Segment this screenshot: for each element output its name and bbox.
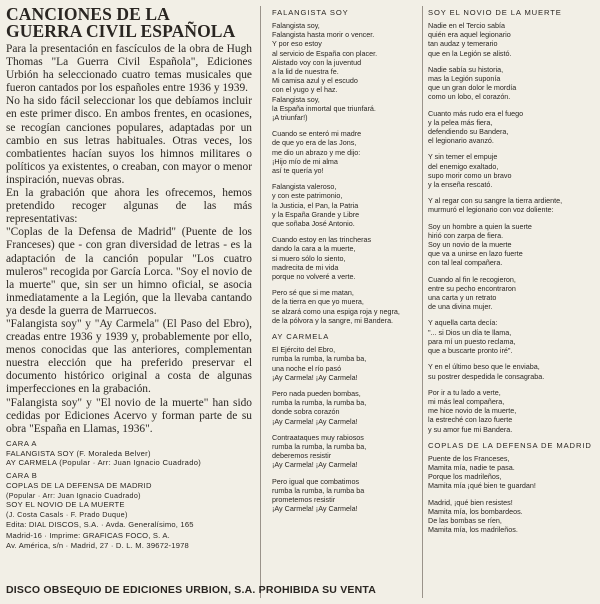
- lyric-verse: [428, 196, 596, 214]
- lyric-verse: [272, 433, 420, 470]
- lyric-line: a la lid de nuestra fe.: [272, 67, 339, 77]
- lyric-line: rumba la rumba, la rumba ba,: [272, 441, 367, 451]
- lyric-line: mi más leal compañera,: [428, 396, 505, 406]
- credit-line: Av. América, s/n · Madrid, 27 · D. L. M. 39672-1978: [6, 540, 189, 550]
- lyric-line: que a buscarte pronto iré".: [428, 346, 513, 356]
- publisher-credits: [6, 520, 252, 551]
- lyric-line: ¡A triunfar!): [272, 113, 308, 123]
- lyric-line: y la pelea más fiera,: [428, 117, 493, 127]
- lyric-line: me dio un abrazo y me dijo:: [272, 147, 361, 157]
- lyric-line: Puente de los Franceses,: [428, 453, 510, 463]
- lyric-line: y la enseña rescató.: [428, 180, 493, 190]
- lyric-line: Y en el último beso que le enviaba,: [428, 362, 540, 372]
- title-line: GUERRA CIVIL ESPAÑOLA: [6, 21, 236, 41]
- lyric-line: prometemos resistir: [272, 494, 336, 504]
- lyric-verse: [428, 362, 596, 380]
- page-title: [6, 6, 252, 40]
- column-divider-right: [422, 6, 423, 598]
- track-item: COPLAS DE LA DEFENSA DE MADRID: [6, 481, 152, 490]
- lyric-line: Nadie sabía su historia,: [428, 64, 504, 74]
- lyric-verse: [428, 454, 596, 491]
- lyric-line: Madrid, ¡qué bien resistes!: [428, 497, 513, 507]
- lyric-line: supo morir como un bravo: [428, 170, 512, 180]
- lyric-verse: [428, 318, 596, 355]
- lyric-line: para mí un puesto reclama,: [428, 336, 516, 346]
- lyric-line: y la España Grande y Libre: [272, 209, 360, 219]
- lyric-line: de una divina mujer.: [428, 302, 493, 312]
- lyric-line: Contraataques muy rabiosos: [272, 432, 364, 442]
- lyric-verse: [428, 152, 596, 189]
- lyric-line: Falangista hasta morir o vencer.: [272, 30, 375, 40]
- lyrics-column-right: [428, 0, 596, 541]
- lyric-line: que soñaba José Antonio.: [272, 219, 355, 229]
- lyric-verse: [428, 65, 596, 102]
- lyric-line: Mamita mía, los madrileños.: [428, 525, 518, 535]
- lyric-line: mas la Legión suponía: [428, 74, 501, 84]
- intro-text: [6, 43, 252, 436]
- lyric-line: una carta y un retrato: [428, 293, 497, 303]
- lyric-line: "... si Dios un día te llama,: [428, 327, 512, 337]
- lyric-line: la España inmortal que triunfará.: [272, 103, 376, 113]
- lyric-line: rumba la rumba, la rumba ba,: [272, 354, 367, 364]
- lyric-line: que un gran dolor le mordía: [428, 83, 517, 93]
- lyric-line: Pero nada pueden bombas,: [272, 388, 361, 398]
- lyric-line: una noche el río pasó: [272, 363, 342, 373]
- lyric-line: que va a unirse en lazo fuerte: [428, 249, 523, 259]
- lyric-line: tan audaz y temerario: [428, 39, 498, 49]
- intro-column: [6, 0, 252, 551]
- lyric-line: el legionario avanzó.: [428, 136, 494, 146]
- lyric-line: defendiendo su Bandera,: [428, 127, 509, 137]
- lyric-line: del enemigo exaltado,: [428, 161, 499, 171]
- intro-paragraph: "Falangista soy" y "Ay Carmela" (El Paso del Ebro), creadas entre 1936 y 1939 y, probablemente por ello, menos conocidas que las anteriores, complementan nuestra elección que ha preferido preservar el documento histórico original a costa de algunas imperfecciones en la grabación.: [6, 317, 252, 396]
- lyric-line: Pero igual que combatimos: [272, 476, 360, 486]
- intro-paragraph: "Falangista soy" y "El novio de la muerte" han sido cedidas por Ediciones Acervo y forman parte de su obra "España en Llamas, 1936".: [6, 396, 252, 435]
- lyric-line: me hice novio de la muerte,: [428, 406, 517, 416]
- lyric-line: al servicio de España con placer.: [272, 48, 378, 58]
- track-credit: (Popular · Arr: Juan Ignacio Cuadrado): [6, 490, 141, 500]
- lyric-line: Y por eso estoy: [272, 39, 322, 49]
- track-item: AY CARMELA (Popular · Arr: Juan Ignacio Cuadrado): [6, 458, 202, 468]
- lyric-line: rumba la rumba, la rumba ba: [272, 485, 365, 495]
- side-a-heading: CARA A: [6, 438, 38, 448]
- side-b-heading: CARA B: [6, 471, 38, 480]
- lyric-line: Falangista soy,: [272, 94, 320, 104]
- lyric-line: con tal leal compañera.: [428, 258, 503, 268]
- lyric-verse: [272, 288, 420, 325]
- lyric-line: Cuando al fin le recogieron,: [428, 274, 516, 284]
- lyric-line: Soy un hombre a quien la suerte: [428, 221, 532, 231]
- footer-notice: DISCO OBSEQUIO DE EDICIONES URBION, S.A. PROHIBIDA SU VENTA: [6, 584, 377, 596]
- lyric-line: su postrer despedida le consagraba.: [428, 371, 545, 381]
- lyric-line: Mamita mía ¡qué bien te guardan!: [428, 481, 536, 491]
- tracklist: [6, 439, 252, 520]
- song-title-soy-el-novio-de-la-muerte: SOY EL NOVIO DE LA MUERTE: [428, 8, 562, 17]
- intro-paragraph: No ha sido fácil seleccionar los que debíamos incluir en este primer disco. En ambos frentes, en ocasiones, se recogían canciones populares, adaptadas por un cambio en sus letras habituales. Otras veces, los combatientes hacían suyos los himnos militares o políticos ya existentes, o creaban, con mayor o menor inspiración, nuevas obras.: [6, 95, 252, 186]
- intro-paragraph: En la grabación que ahora les ofrecemos, hemos pretendido recoger algunas de las más representativas:: [6, 187, 252, 226]
- lyric-line: ¡Ay Carmela! ¡Ay Carmela!: [272, 416, 358, 426]
- lyric-line: con el yugo y el haz.: [272, 85, 338, 95]
- track-item: FALANGISTA SOY (F. Moraleda Belver): [6, 448, 151, 458]
- credit-line: Madrid-16 · Imprime: GRAFICAS FOCO, S. A.: [6, 530, 170, 540]
- lyric-verse: [272, 477, 420, 514]
- lyric-verse: [428, 222, 596, 268]
- lyric-line: De las bombas se ríen,: [428, 515, 502, 525]
- lyric-line: donde sobra corazón: [272, 407, 340, 417]
- lyric-line: ¡Ay Carmela! ¡Ay Carmela!: [272, 460, 358, 470]
- song-title-falangista-soy: FALANGISTA SOY: [272, 8, 349, 17]
- lyric-line: Nadie en el Tercio sabía: [428, 21, 505, 30]
- lyric-line: murmuró el legionario con voz doliente:: [428, 205, 554, 215]
- column-divider-left: [260, 6, 261, 598]
- lyric-line: El Ejército del Ebro,: [272, 345, 336, 355]
- lyric-line: ¡Ay Carmela! ¡Ay Carmela!: [272, 504, 358, 514]
- lyric-line: si muero sólo lo siento,: [272, 253, 346, 263]
- lyric-line: y con este patrimonio,: [272, 191, 343, 201]
- lyric-verse: [272, 345, 420, 382]
- lyric-line: así te quería yo!: [272, 166, 324, 176]
- lyric-line: madrecita de mi vida: [272, 262, 339, 272]
- lyric-line: de la tierra en que yo muera,: [272, 297, 364, 307]
- lyrics-column-middle: [272, 0, 420, 520]
- lyric-verse: [428, 388, 596, 434]
- lyric-line: porque no volveré a verte.: [272, 272, 356, 282]
- lyric-line: de que yo era de las Jons,: [272, 138, 357, 148]
- lyric-verse: [272, 182, 420, 228]
- lyric-verse: [428, 109, 596, 146]
- lyric-line: Mamita mía, los bombardeos.: [428, 506, 523, 516]
- lyric-line: Cuando se enteró mi madre: [272, 129, 362, 139]
- lyric-line: Y sin temer el empuje: [428, 152, 498, 162]
- track-credit: (J. Costa Casals · F. Prado Duque): [6, 509, 128, 519]
- lyric-line: ¡Hijo mío de mi alma: [272, 156, 338, 166]
- song-title-coplas-de-la-defensa-de-madrid: COPLAS DE LA DEFENSA DE MADRID: [428, 440, 592, 450]
- track-item: SOY EL NOVIO DE LA MUERTE: [6, 500, 125, 510]
- lyric-verse: [272, 129, 420, 175]
- intro-paragraph: "Coplas de la Defensa de Madrid" (Puente de los Franceses) que - con gran diversidad de letras - es la adaptación de la canción popular "Los cuatro muleros" recogida por García Lorca. "Soy el novio de la muerte" que, sin ser un himno oficial, se asocia inmediatamente a la Legión, que la llevaba cantando ya desde la guerra de Marruecos.: [6, 226, 252, 317]
- lyric-line: que en la Legión se alistó.: [428, 48, 512, 58]
- intro-paragraph: Para la presentación en fascículos de la obra de Hugh Thomas "La Guerra Civil Española", Ediciones Urbión ha seleccionado cuatro temas musicales que fueron cantados por los españoles entre 1936 y 1939.: [6, 43, 252, 95]
- lyric-line: Porque los madrileños,: [428, 472, 502, 482]
- lyric-line: Mi camisa azul y el escudo: [272, 76, 358, 86]
- lyric-line: dando la cara a la muerte,: [272, 244, 356, 254]
- lyric-line: como un lobo, el corazón.: [428, 92, 511, 102]
- lyric-verse: [272, 21, 420, 122]
- lyric-line: entre su pecho encontraron: [428, 283, 516, 293]
- song-title-ay-carmela: AY CARMELA: [272, 332, 330, 342]
- lyric-verse: [428, 275, 596, 312]
- lyric-line: se alzará como una espiga roja y negra,: [272, 306, 400, 316]
- credit-line: Edita: DIAL DISCOS, S.A. · Avda. Generalísimo, 165: [6, 520, 194, 530]
- lyric-line: rumba la rumba, la rumba ba,: [272, 398, 367, 408]
- lyric-line: Falangista valeroso,: [272, 182, 337, 192]
- lyric-line: Soy un novio de la muerte: [428, 240, 512, 250]
- lyric-verse: [272, 389, 420, 426]
- lyric-line: hirió con zarpa de fiera.: [428, 230, 504, 240]
- lyric-line: Pero sé que si me matan,: [272, 288, 354, 298]
- lyric-line: deberemos resistir: [272, 451, 332, 461]
- lyric-line: y su amor fue mi Bandera.: [428, 424, 513, 434]
- lyric-line: de la pólvora y la sangre, mi Bandera.: [272, 315, 394, 325]
- lyric-line: la estreché con lazo fuerte: [428, 415, 513, 425]
- lyric-line: Por ir a tu lado a verte,: [428, 387, 501, 397]
- lyric-verse: [428, 498, 596, 535]
- lyric-line: quién era aquel legionario: [428, 30, 511, 40]
- lyric-line: Y aquella carta decía:: [428, 318, 498, 328]
- lyric-line: Y al regar con su sangre la tierra ardiente,: [428, 196, 563, 206]
- lyric-line: ¡Ay Carmela! ¡Ay Carmela!: [272, 372, 358, 382]
- title-line: CANCIONES DE LA: [6, 4, 170, 24]
- lyric-line: Falangista soy,: [272, 21, 320, 30]
- lyric-line: la Justicia, el Pan, la Patria: [272, 200, 359, 210]
- lyric-verse: [428, 21, 596, 58]
- lyric-line: Mamita mía, nadie te pasa.: [428, 462, 515, 472]
- lyric-line: Cuanto más rudo era el fuego: [428, 108, 524, 118]
- lyric-line: Alistado voy con la juventud: [272, 57, 362, 67]
- lyric-verse: [272, 235, 420, 281]
- lyric-line: Cuando estoy en las trincheras: [272, 235, 372, 245]
